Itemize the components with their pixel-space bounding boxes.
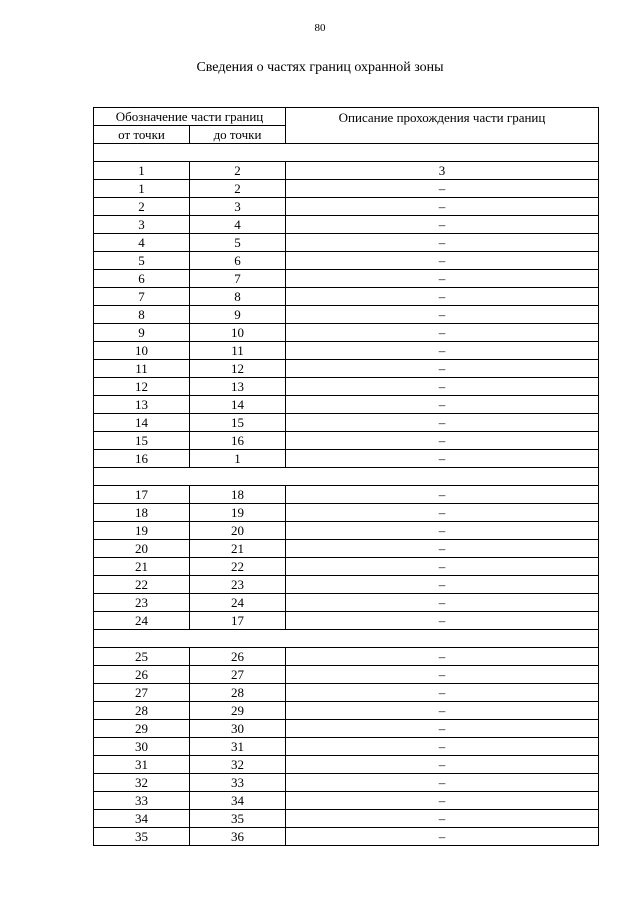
description-cell: – xyxy=(286,432,599,450)
description-cell: – xyxy=(286,594,599,612)
table-row xyxy=(94,342,599,360)
to-point-cell: 6 xyxy=(190,252,286,270)
table-row xyxy=(94,648,599,666)
from-point-cell: 33 xyxy=(94,792,190,810)
table-row xyxy=(94,594,599,612)
from-point-cell: 21 xyxy=(94,558,190,576)
table-row xyxy=(94,720,599,738)
from-point-cell: 31 xyxy=(94,756,190,774)
description-cell: – xyxy=(286,702,599,720)
description-cell: – xyxy=(286,558,599,576)
from-point-cell: 10 xyxy=(94,342,190,360)
description-cell: – xyxy=(286,504,599,522)
to-point-cell: 18 xyxy=(190,486,286,504)
table-row xyxy=(94,702,599,720)
description-cell: – xyxy=(286,738,599,756)
to-point-cell: 20 xyxy=(190,522,286,540)
column-number: 1 xyxy=(94,162,190,180)
from-point-cell: 18 xyxy=(94,504,190,522)
from-point-cell: 8 xyxy=(94,306,190,324)
to-point-cell: 16 xyxy=(190,432,286,450)
from-point-cell: 4 xyxy=(94,234,190,252)
description-cell: – xyxy=(286,792,599,810)
description-cell: – xyxy=(286,180,599,198)
description-cell: – xyxy=(286,666,599,684)
table-row xyxy=(94,666,599,684)
table-row xyxy=(94,756,599,774)
from-point-cell: 32 xyxy=(94,774,190,792)
to-point-cell: 19 xyxy=(190,504,286,522)
table-row xyxy=(94,738,599,756)
to-point-cell: 28 xyxy=(190,684,286,702)
table-row xyxy=(94,504,599,522)
description-cell: – xyxy=(286,648,599,666)
description-cell: – xyxy=(286,396,599,414)
table-row xyxy=(94,522,599,540)
description-cell: – xyxy=(286,270,599,288)
description-cell: – xyxy=(286,324,599,342)
table-row xyxy=(94,270,599,288)
table-row xyxy=(94,234,599,252)
from-point-cell: 5 xyxy=(94,252,190,270)
description-cell: – xyxy=(286,486,599,504)
header-to-point: до точки xyxy=(190,126,286,144)
table-row xyxy=(94,432,599,450)
to-point-cell: 27 xyxy=(190,666,286,684)
table-row xyxy=(94,792,599,810)
to-point-cell: 3 xyxy=(190,198,286,216)
description-cell: – xyxy=(286,252,599,270)
description-cell: – xyxy=(286,288,599,306)
description-cell: – xyxy=(286,522,599,540)
to-point-cell: 4 xyxy=(190,216,286,234)
from-point-cell: 30 xyxy=(94,738,190,756)
to-point-cell: 33 xyxy=(190,774,286,792)
to-point-cell: 11 xyxy=(190,342,286,360)
table-row xyxy=(94,216,599,234)
from-point-cell: 13 xyxy=(94,396,190,414)
table-row xyxy=(94,360,599,378)
to-point-cell: 30 xyxy=(190,720,286,738)
from-point-cell: 27 xyxy=(94,684,190,702)
description-cell: – xyxy=(286,612,599,630)
table-row xyxy=(94,378,599,396)
to-point-cell: 34 xyxy=(190,792,286,810)
table-row xyxy=(94,324,599,342)
to-point-cell: 10 xyxy=(190,324,286,342)
table-row xyxy=(94,576,599,594)
from-point-cell: 17 xyxy=(94,486,190,504)
description-cell: – xyxy=(286,342,599,360)
description-cell: – xyxy=(286,720,599,738)
to-point-cell: 17 xyxy=(190,612,286,630)
to-point-cell: 12 xyxy=(190,360,286,378)
from-point-cell: 22 xyxy=(94,576,190,594)
to-point-cell: 15 xyxy=(190,414,286,432)
from-point-cell: 35 xyxy=(94,828,190,846)
header-boundary-description: Описание прохождения части границ xyxy=(286,108,599,144)
from-point-cell: 16 xyxy=(94,450,190,468)
from-point-cell: 1 xyxy=(94,180,190,198)
to-point-cell: 7 xyxy=(190,270,286,288)
from-point-cell: 19 xyxy=(94,522,190,540)
description-cell: – xyxy=(286,306,599,324)
from-point-cell: 25 xyxy=(94,648,190,666)
table-row xyxy=(94,396,599,414)
table-row xyxy=(94,450,599,468)
to-point-cell: 14 xyxy=(190,396,286,414)
table-row xyxy=(94,810,599,828)
column-number: 2 xyxy=(190,162,286,180)
to-point-cell: 31 xyxy=(190,738,286,756)
to-point-cell: 21 xyxy=(190,540,286,558)
table-row xyxy=(94,828,599,846)
description-cell: – xyxy=(286,234,599,252)
to-point-cell: 32 xyxy=(190,756,286,774)
to-point-cell: 29 xyxy=(190,702,286,720)
to-point-cell: 9 xyxy=(190,306,286,324)
table-row xyxy=(94,486,599,504)
header-from-point: от точки xyxy=(94,126,190,144)
description-cell: – xyxy=(286,828,599,846)
from-point-cell: 11 xyxy=(94,360,190,378)
to-point-cell: 23 xyxy=(190,576,286,594)
table-row xyxy=(94,414,599,432)
description-cell: – xyxy=(286,414,599,432)
to-point-cell: 26 xyxy=(190,648,286,666)
table-row xyxy=(94,288,599,306)
from-point-cell: 24 xyxy=(94,612,190,630)
column-number: 3 xyxy=(286,162,599,180)
from-point-cell: 2 xyxy=(94,198,190,216)
description-cell: – xyxy=(286,576,599,594)
table-row xyxy=(94,558,599,576)
from-point-cell: 9 xyxy=(94,324,190,342)
table-row xyxy=(94,180,599,198)
description-cell: – xyxy=(286,810,599,828)
description-cell: – xyxy=(286,774,599,792)
to-point-cell: 35 xyxy=(190,810,286,828)
page-number: 80 xyxy=(314,22,326,34)
to-point-cell: 24 xyxy=(190,594,286,612)
boundary-parts-table xyxy=(93,107,599,846)
table-row xyxy=(94,612,599,630)
from-point-cell: 20 xyxy=(94,540,190,558)
to-point-cell: 13 xyxy=(190,378,286,396)
from-point-cell: 12 xyxy=(94,378,190,396)
to-point-cell: 36 xyxy=(190,828,286,846)
description-cell: – xyxy=(286,684,599,702)
table-header-row xyxy=(94,108,599,126)
from-point-cell: 3 xyxy=(94,216,190,234)
description-cell: – xyxy=(286,378,599,396)
from-point-cell: 15 xyxy=(94,432,190,450)
from-point-cell: 34 xyxy=(94,810,190,828)
table-row xyxy=(94,252,599,270)
page-title: Сведения о частях границ охранной зоны xyxy=(196,60,444,75)
description-cell: – xyxy=(286,360,599,378)
from-point-cell: 7 xyxy=(94,288,190,306)
from-point-cell: 28 xyxy=(94,702,190,720)
description-cell: – xyxy=(286,540,599,558)
table-row xyxy=(94,684,599,702)
from-point-cell: 29 xyxy=(94,720,190,738)
description-cell: – xyxy=(286,450,599,468)
to-point-cell: 5 xyxy=(190,234,286,252)
from-point-cell: 14 xyxy=(94,414,190,432)
table-row xyxy=(94,306,599,324)
section-separator-row xyxy=(94,468,599,486)
to-point-cell: 22 xyxy=(190,558,286,576)
table-row xyxy=(94,774,599,792)
header-gap-row xyxy=(94,144,599,162)
from-point-cell: 6 xyxy=(94,270,190,288)
to-point-cell: 8 xyxy=(190,288,286,306)
header-boundary-part-designation: Обозначение части границ xyxy=(94,108,286,126)
column-number-row xyxy=(94,162,599,180)
section-separator-row xyxy=(94,630,599,648)
description-cell: – xyxy=(286,198,599,216)
from-point-cell: 26 xyxy=(94,666,190,684)
table-row xyxy=(94,540,599,558)
description-cell: – xyxy=(286,216,599,234)
to-point-cell: 1 xyxy=(190,450,286,468)
from-point-cell: 23 xyxy=(94,594,190,612)
description-cell: – xyxy=(286,756,599,774)
to-point-cell: 2 xyxy=(190,180,286,198)
table-row xyxy=(94,198,599,216)
